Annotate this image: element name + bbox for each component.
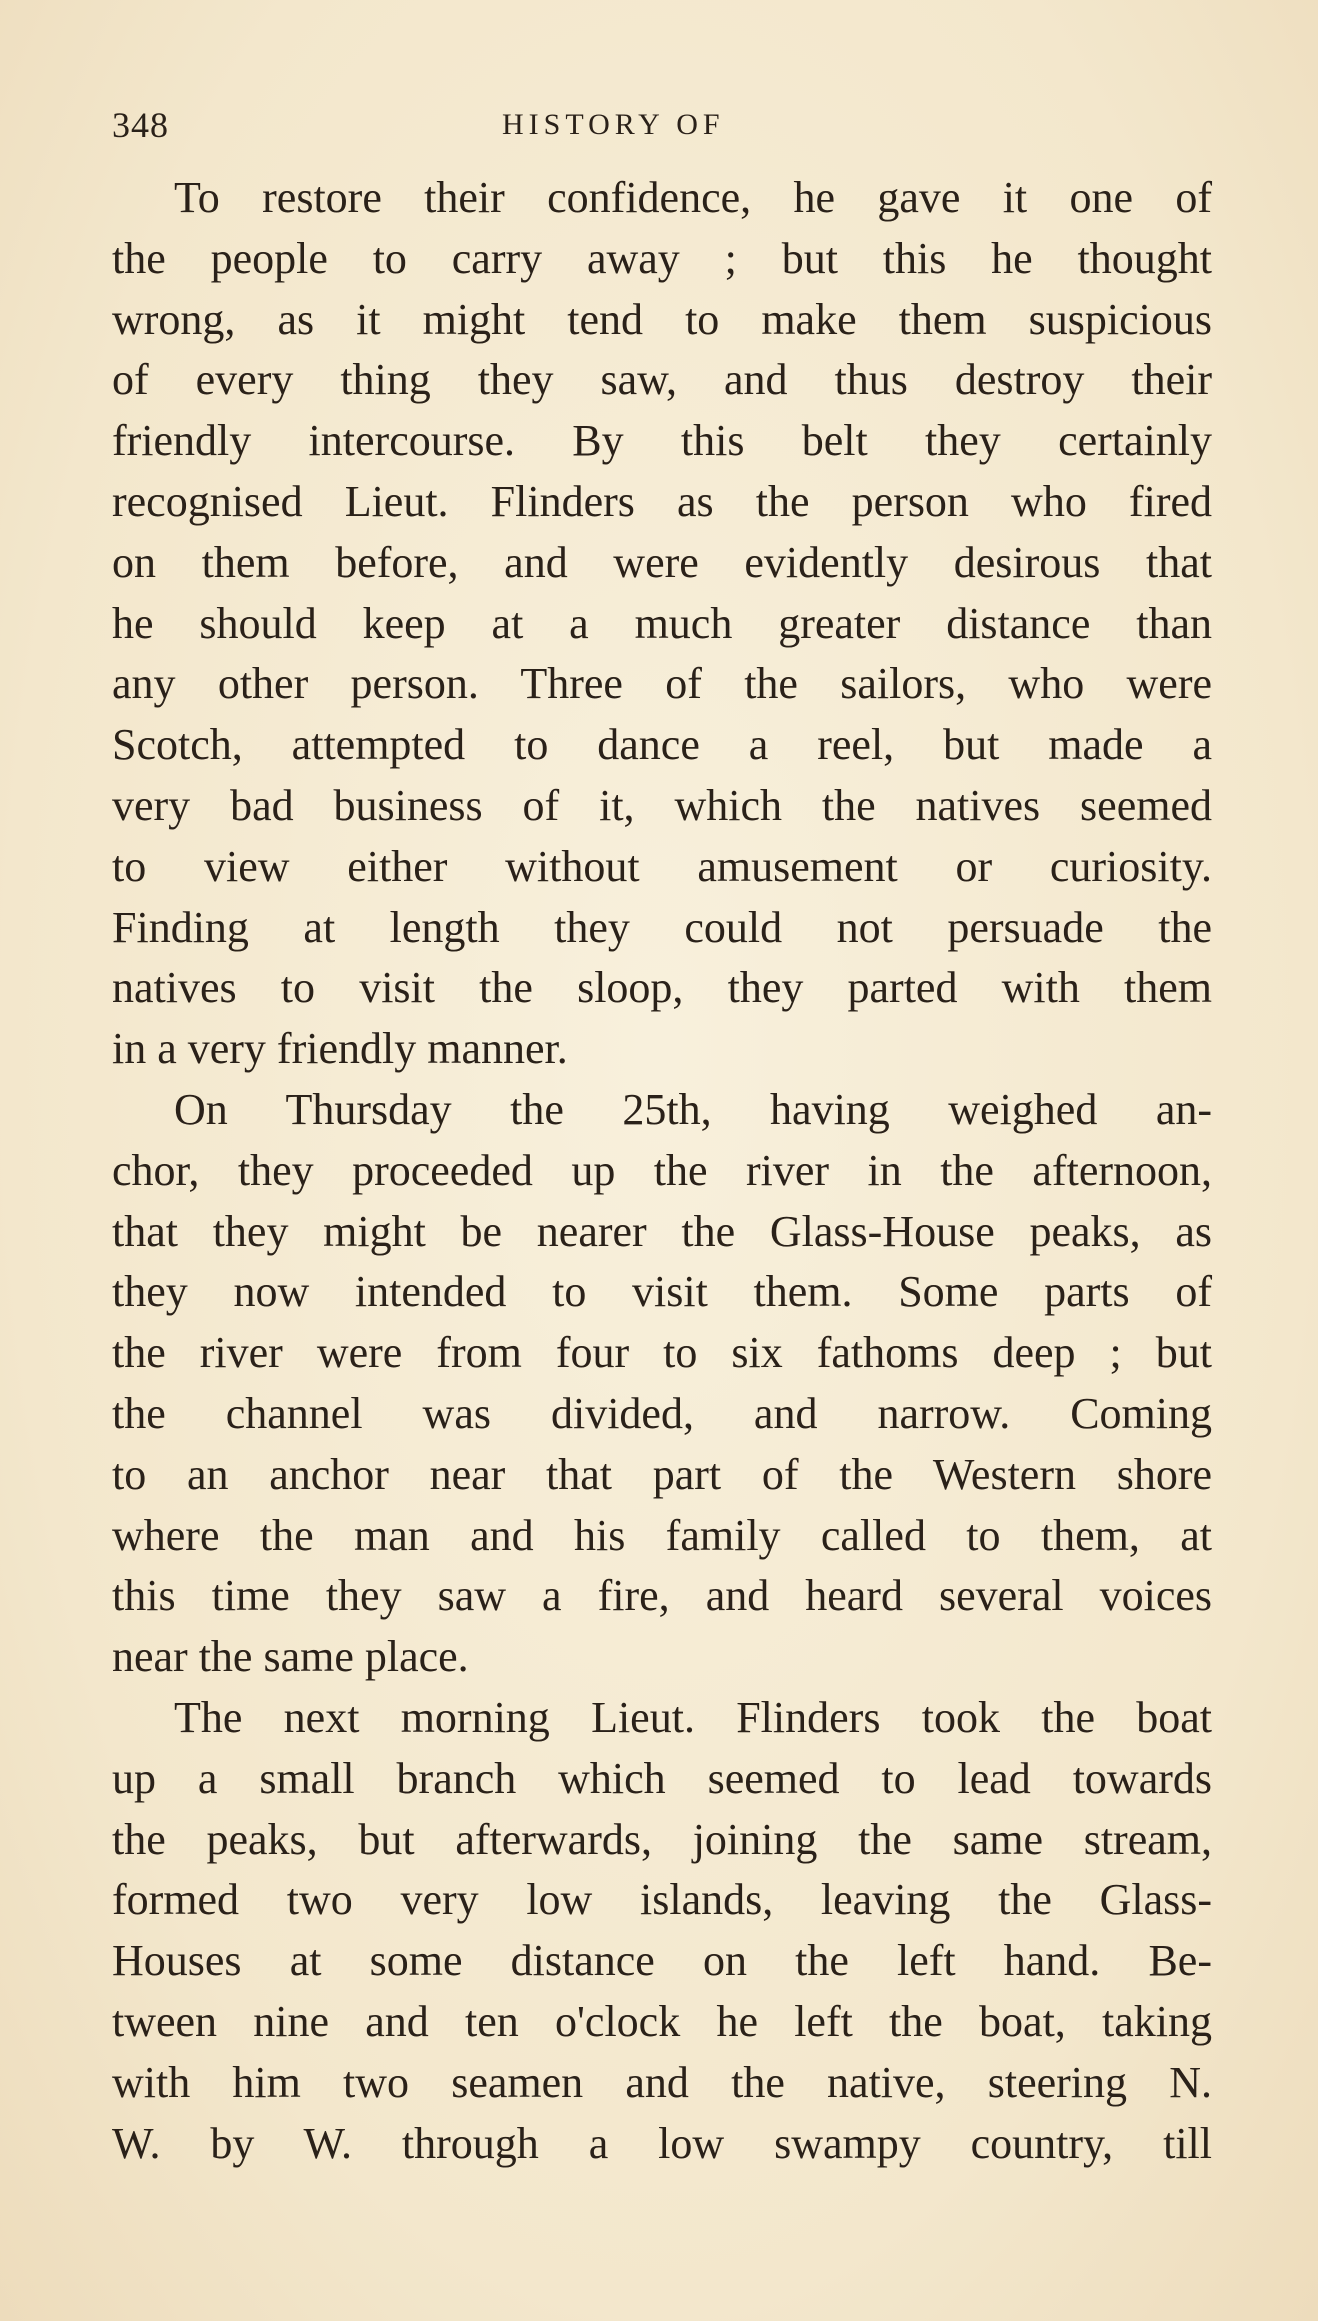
text-line: Finding at length they could not persuade the bbox=[112, 902, 1212, 952]
text-line: in a very friendly manner. bbox=[112, 1024, 568, 1074]
text-line: to an anchor near that part of the Western shore bbox=[112, 1449, 1212, 1499]
text-line: very bad business of it, which the natives seemed bbox=[112, 780, 1212, 830]
text-line: this time they saw a fire, and heard several voices bbox=[112, 1571, 1212, 1621]
text-line: up a small branch which seemed to lead towards bbox=[112, 1753, 1212, 1803]
text-line: on them before, and were evidently desirous that bbox=[112, 537, 1212, 587]
text-line: recognised Lieut. Flinders as the person who fired bbox=[112, 476, 1212, 526]
text-line: he should keep at a much greater distance than bbox=[112, 598, 1212, 648]
text-line: friendly intercourse. By this belt they certainly bbox=[112, 416, 1212, 466]
text-line: tween nine and ten o'clock he left the boat, taking bbox=[112, 1996, 1212, 2046]
text-line: Houses at some distance on the left hand. Be- bbox=[112, 1936, 1212, 1986]
running-head bbox=[112, 104, 1212, 154]
text-line: any other person. Three of the sailors, who were bbox=[112, 659, 1212, 709]
text-line: the peaks, but afterwards, joining the same stream, bbox=[112, 1814, 1212, 1864]
running-title: HISTORY OF bbox=[502, 108, 725, 141]
text-line: that they might be nearer the Glass-House peaks, as bbox=[112, 1206, 1212, 1256]
text-line: the people to carry away ; but this he thought bbox=[112, 233, 1212, 283]
text-line: the channel was divided, and narrow. Coming bbox=[112, 1388, 1212, 1438]
body-text bbox=[112, 168, 1212, 2174]
text-line: wrong, as it might tend to make them suspicious bbox=[112, 294, 1212, 344]
text-line: the river were from four to six fathoms deep ; but bbox=[112, 1328, 1212, 1378]
text-line: with him two seamen and the native, steering N. bbox=[112, 2057, 1212, 2107]
page-number: 348 bbox=[112, 105, 169, 145]
text-line: The next morning Lieut. Flinders took the boat bbox=[174, 1692, 1212, 1742]
text-line: Scotch, attempted to dance a reel, but made a bbox=[112, 720, 1212, 770]
text-line: to view either without amusement or curiosity. bbox=[112, 841, 1212, 891]
text-line: natives to visit the sloop, they parted with them bbox=[112, 963, 1212, 1013]
text-line: of every thing they saw, and thus destroy their bbox=[112, 355, 1212, 405]
text-line: To restore their confidence, he gave it one of bbox=[174, 173, 1212, 222]
text-line: they now intended to visit them. Some parts of bbox=[112, 1267, 1212, 1317]
text-line: formed two very low islands, leaving the Glass- bbox=[112, 1875, 1212, 1925]
text-line: W. by W. through a low swampy country, till bbox=[112, 2118, 1212, 2168]
text-line: near the same place. bbox=[112, 1632, 469, 1682]
text-line: where the man and his family called to them, at bbox=[112, 1510, 1212, 1560]
text-line: chor, they proceeded up the river in the afternoon, bbox=[112, 1145, 1212, 1195]
text-line: On Thursday the 25th, having weighed an- bbox=[174, 1084, 1212, 1134]
